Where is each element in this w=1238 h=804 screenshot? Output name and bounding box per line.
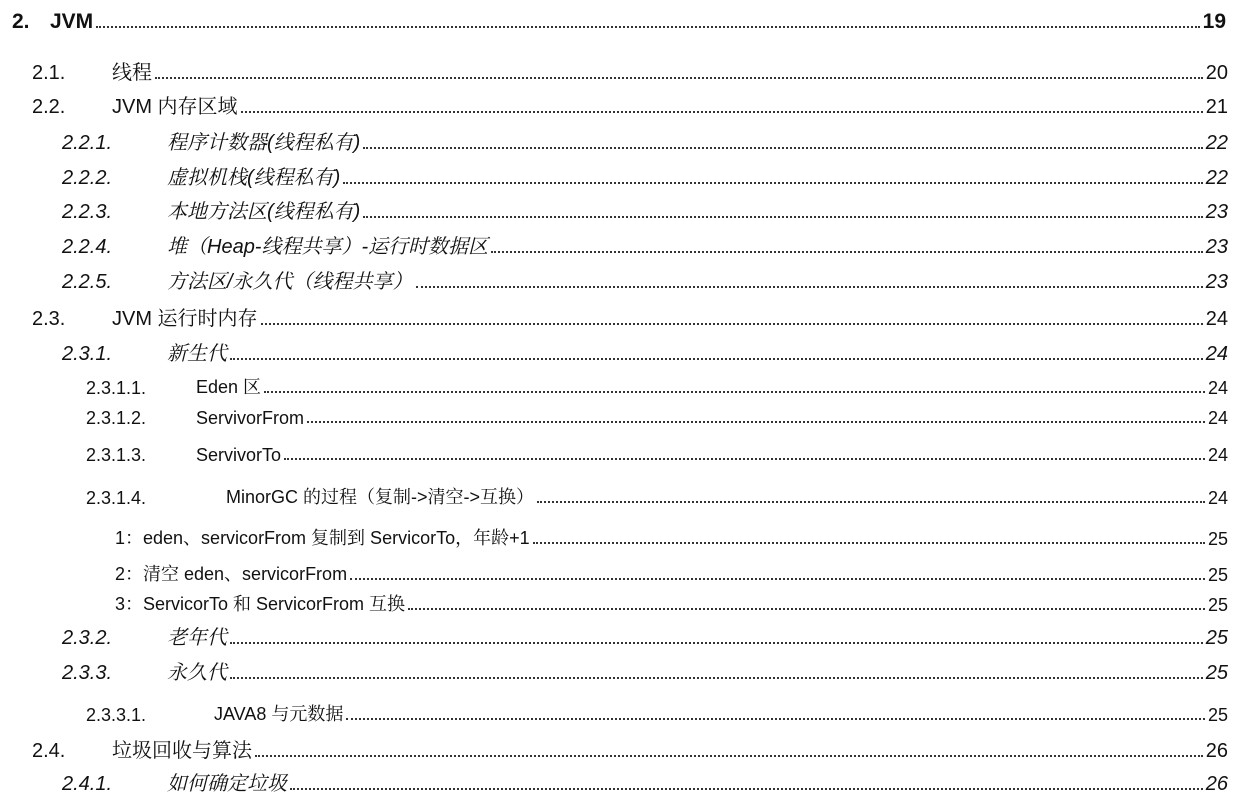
toc-entry-2-2-3[interactable] — [0, 194, 1238, 224]
toc-entry-step-2[interactable] — [0, 556, 1238, 586]
dot-leader — [284, 458, 1205, 460]
toc-entry-2-1[interactable] — [0, 55, 1238, 85]
toc-entry-2-4-1[interactable] — [0, 766, 1238, 796]
dot-leader — [343, 182, 1202, 184]
dot-leader — [290, 788, 1203, 790]
toc-page-number: 23 — [1205, 201, 1228, 223]
toc-page-number: 25 — [1207, 595, 1228, 615]
toc-title: 2：清空 eden、servicorFrom — [115, 564, 348, 584]
dot-leader — [491, 251, 1203, 253]
toc-entry-2-2-4[interactable] — [0, 229, 1238, 259]
toc-page-number: 24 — [1205, 308, 1228, 330]
toc-page-number: 25 — [1207, 705, 1228, 725]
dot-leader — [363, 216, 1202, 218]
toc-title: 永久代 — [167, 662, 227, 684]
toc-title: 老年代 — [167, 627, 227, 649]
toc-title: 1：eden、servicorFrom 复制到 ServicorTo，年龄+1 — [115, 528, 530, 548]
toc-title: ServivorTo — [196, 445, 282, 465]
toc-page-number: 24 — [1207, 408, 1228, 428]
toc-number: 2.1. — [32, 62, 66, 84]
toc-number: 2.2.2. — [62, 167, 113, 189]
toc-title: 新生代 — [167, 343, 227, 365]
dot-leader — [416, 286, 1203, 288]
toc-title: JVM 运行时内存 — [112, 308, 258, 330]
toc-title: 虚拟机栈(线程私有) — [167, 167, 341, 189]
dot-leader — [230, 677, 1203, 679]
dot-leader — [264, 391, 1205, 393]
toc-title: Eden 区 — [196, 377, 262, 397]
dot-leader — [261, 323, 1203, 325]
toc-number: 2.3.2. — [62, 627, 113, 649]
dot-leader — [408, 608, 1205, 610]
toc-page-number: 26 — [1205, 740, 1228, 762]
toc-number: 2.3.1.4. — [86, 488, 147, 508]
toc-number: 2.2.3. — [62, 201, 113, 223]
toc-page-number: 19 — [1202, 10, 1226, 33]
toc-number: 2.3.3. — [62, 662, 113, 684]
toc-entry-2-3-3[interactable] — [0, 655, 1238, 685]
dot-leader — [155, 77, 1203, 79]
toc-entry-2-2-5[interactable] — [0, 264, 1238, 294]
dot-leader — [537, 501, 1205, 503]
toc-entry-2-3[interactable] — [0, 301, 1238, 331]
toc-title: ServivorFrom — [196, 408, 305, 428]
toc-page-number: 22 — [1205, 167, 1228, 189]
toc-title: 如何确定垃圾 — [167, 773, 287, 795]
toc-page-number: 25 — [1207, 565, 1228, 585]
dot-leader — [230, 642, 1203, 644]
toc-page-number: 25 — [1205, 662, 1228, 684]
toc-page-number: 25 — [1207, 529, 1228, 549]
toc-entry-2-2[interactable] — [0, 89, 1238, 119]
toc-number: 2.3.3.1. — [86, 705, 147, 725]
toc-number: 2.2. — [32, 96, 66, 118]
toc-number: 2.3.1.1. — [86, 378, 147, 398]
toc-entry-2-4[interactable] — [0, 733, 1238, 763]
toc-title: 方法区/永久代（线程共享） — [167, 271, 413, 293]
toc-entry-step-1[interactable] — [0, 520, 1238, 550]
toc-entry-2-3-1-4[interactable] — [0, 479, 1238, 509]
toc-title: 线程 — [112, 62, 152, 84]
toc-title: 垃圾回收与算法 — [112, 740, 252, 762]
toc-page-number: 23 — [1205, 271, 1228, 293]
toc-number: 2.3. — [32, 308, 66, 330]
dot-leader — [363, 147, 1202, 149]
toc-number: 2. — [12, 10, 30, 33]
dot-leader — [241, 111, 1203, 113]
toc-page-number: 23 — [1205, 236, 1228, 258]
toc-entry-2[interactable] — [0, 4, 1238, 34]
toc-entry-2-3-1[interactable] — [0, 336, 1238, 366]
toc-title: 3：ServicorTo 和 ServicorFrom 互换 — [115, 594, 406, 614]
dot-leader — [350, 578, 1205, 580]
toc-title: 本地方法区(线程私有) — [167, 201, 361, 223]
toc-page-number: 24 — [1207, 378, 1228, 398]
toc-page-number: 25 — [1205, 627, 1228, 649]
toc-title: 堆（Heap-线程共享）-运行时数据区 — [167, 236, 489, 258]
toc-page-number: 24 — [1205, 343, 1228, 365]
toc-title: MinorGC 的过程（复制->清空->互换） — [226, 487, 535, 507]
toc-number: 2.2.4. — [62, 236, 113, 258]
toc-entry-2-2-2[interactable] — [0, 160, 1238, 190]
toc-entry-2-3-1-3[interactable] — [0, 436, 1238, 466]
toc-entry-2-3-1-2[interactable] — [0, 399, 1238, 429]
toc-page-number: 22 — [1205, 132, 1228, 154]
toc-number: 2.4. — [32, 740, 66, 762]
toc-number: 2.3.1. — [62, 343, 113, 365]
toc-page-number: 26 — [1205, 773, 1228, 795]
dot-leader — [230, 358, 1203, 360]
dot-leader — [307, 421, 1205, 423]
toc-entry-2-3-2[interactable] — [0, 620, 1238, 650]
dot-leader — [346, 718, 1205, 720]
toc-title: JVM — [50, 10, 94, 33]
toc-title: 程序计数器(线程私有) — [167, 132, 361, 154]
toc-number: 2.3.1.3. — [86, 445, 147, 465]
dot-leader — [96, 26, 1199, 28]
toc-entry-2-3-3-1[interactable] — [0, 696, 1238, 726]
toc-entry-2-2-1[interactable] — [0, 125, 1238, 155]
dot-leader — [255, 755, 1203, 757]
dot-leader — [533, 542, 1205, 544]
toc-title: JVM 内存区域 — [112, 96, 238, 118]
toc-number: 2.2.5. — [62, 271, 113, 293]
toc-number: 2.3.1.2. — [86, 408, 147, 428]
toc-page-number: 21 — [1205, 96, 1228, 118]
toc-title: JAVA8 与元数据 — [214, 704, 344, 724]
toc-entry-step-3[interactable] — [0, 586, 1238, 616]
toc-page-number: 20 — [1205, 62, 1228, 84]
toc-page-number: 24 — [1207, 488, 1228, 508]
toc-number: 2.2.1. — [62, 132, 113, 154]
toc-entry-2-3-1-1[interactable] — [0, 369, 1238, 399]
toc-page-number: 24 — [1207, 445, 1228, 465]
toc-number: 2.4.1. — [62, 773, 113, 795]
